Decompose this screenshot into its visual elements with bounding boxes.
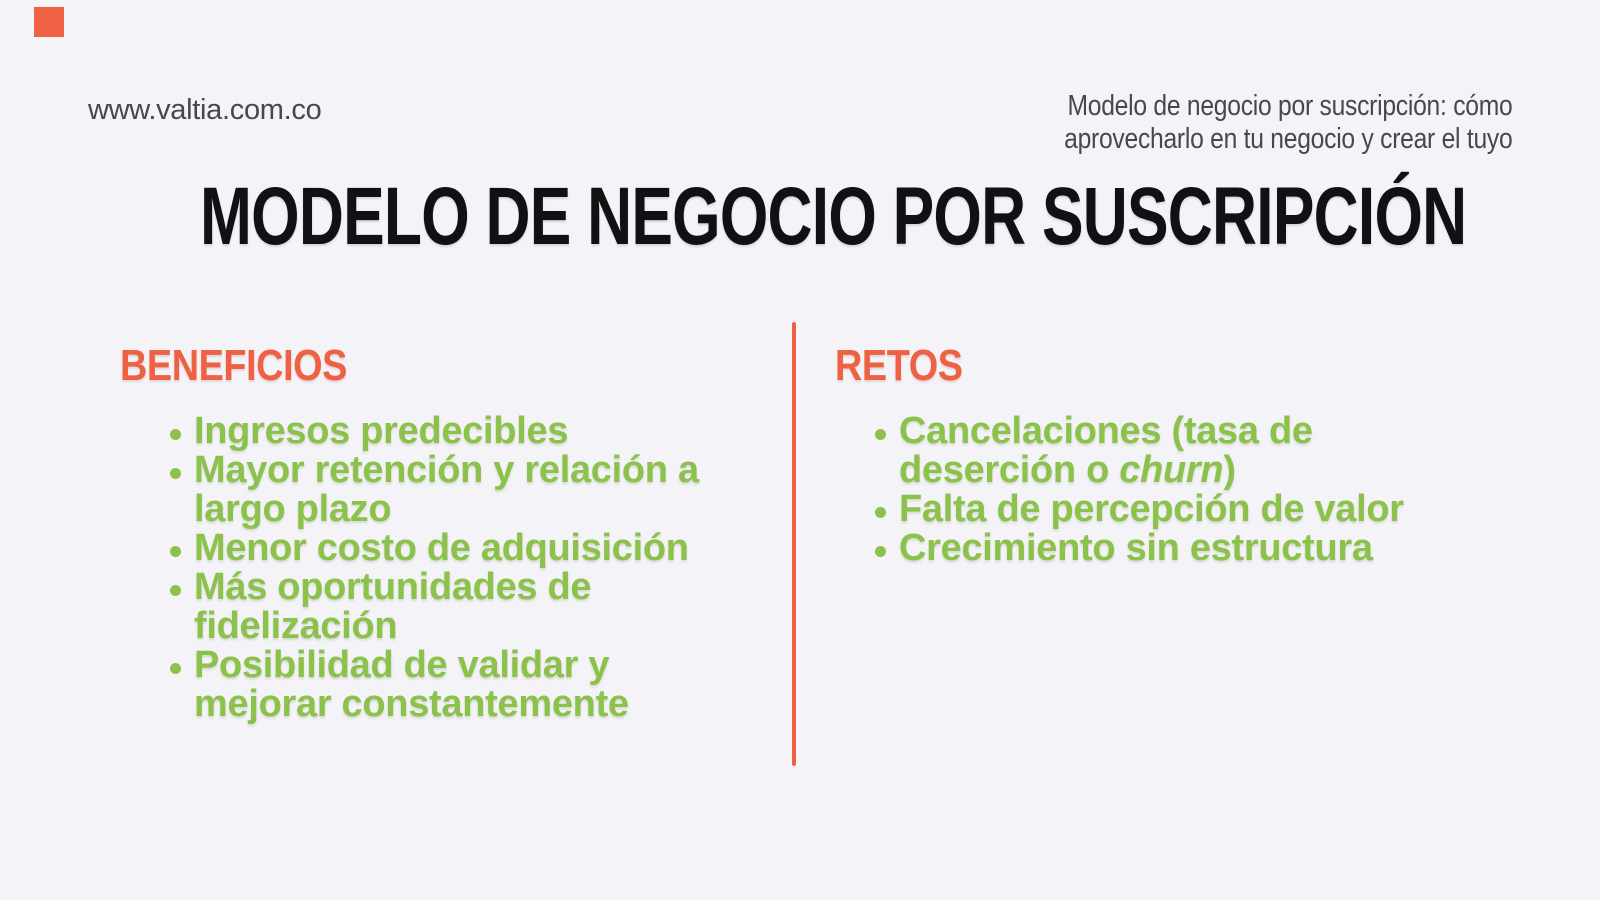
header-tagline	[1064, 90, 1512, 156]
challenges-heading: RETOS	[835, 341, 963, 390]
tagline-line-2: aprovecharlo en tu negocio y crear el tuyo	[1063, 123, 1512, 155]
list-item-label: Más oportunidades de fidelización	[194, 566, 592, 647]
list-item	[160, 568, 720, 646]
list-item	[865, 529, 1425, 568]
site-url: www.valtia.com.co	[88, 94, 322, 126]
bullet-dot	[170, 663, 181, 674]
column-divider	[792, 322, 796, 766]
list-item	[865, 490, 1425, 529]
list-item-label: Mayor retención y relación a largo plazo	[194, 449, 699, 530]
churn-item-prefix: Cancelaciones (tasa de deserción o	[899, 410, 1313, 491]
list-item-label: Menor costo de adquisición	[194, 527, 689, 569]
list-item-label: Posibilidad de validar y mejorar constantemente	[194, 644, 629, 725]
bullet-dot	[170, 546, 181, 557]
churn-italic-term: churn	[1119, 449, 1224, 491]
bullet-dot	[875, 546, 886, 557]
list-item-label: Falta de percepción de valor	[899, 488, 1404, 530]
brand-accent-square	[34, 7, 64, 37]
bullet-dot	[875, 507, 886, 518]
bullet-dot	[170, 585, 181, 596]
bullet-dot	[875, 429, 886, 440]
list-item	[160, 412, 720, 451]
list-item	[160, 451, 720, 529]
churn-item-suffix: )	[1223, 449, 1236, 491]
list-item	[160, 646, 720, 724]
benefits-list	[160, 412, 720, 724]
tagline-line-1: Modelo de negocio por suscripción: cómo	[1067, 90, 1512, 122]
slide-title	[0, 172, 1600, 262]
slide-title-text: MODELO DE NEGOCIO POR SUSCRIPCIÓN	[199, 171, 1467, 262]
bullet-dot	[170, 429, 181, 440]
list-item	[865, 412, 1425, 490]
list-item-label	[899, 410, 1313, 491]
list-item-label: Crecimiento sin estructura	[899, 527, 1373, 569]
list-item	[160, 529, 720, 568]
challenges-column	[835, 341, 1495, 568]
bullet-dot	[170, 468, 181, 479]
challenges-list	[865, 412, 1425, 568]
list-item-label: Ingresos predecibles	[194, 410, 569, 452]
benefits-column	[120, 341, 780, 724]
benefits-heading: BENEFICIOS	[120, 341, 347, 390]
